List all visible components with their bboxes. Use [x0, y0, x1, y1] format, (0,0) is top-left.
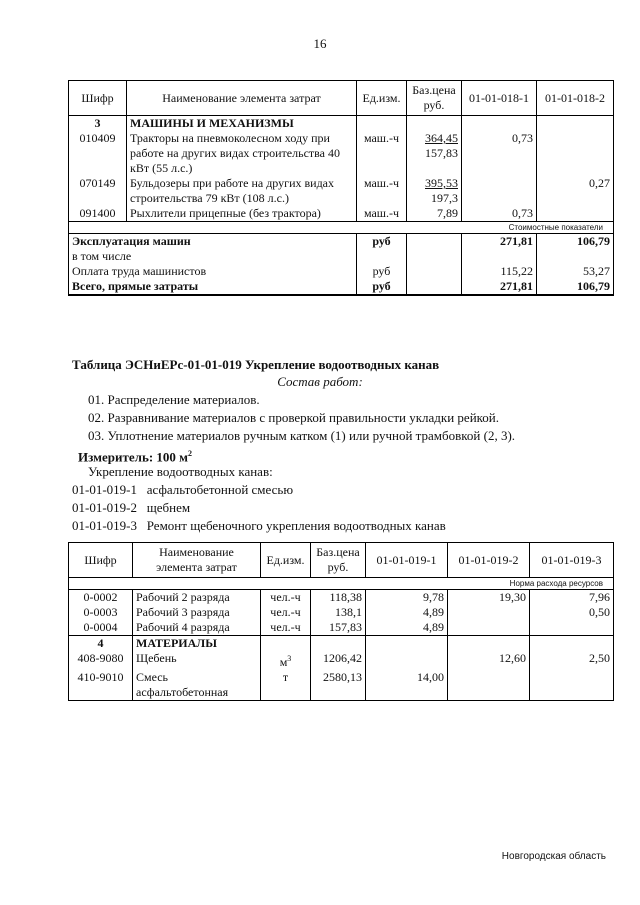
- row-price-bottom: 197,3: [431, 191, 458, 205]
- row-v1: 14,00: [366, 670, 448, 701]
- table-header-row: [69, 543, 614, 578]
- cost-note-row: [69, 222, 614, 234]
- table-row: [69, 605, 614, 620]
- row-v1: 9,78: [366, 590, 448, 606]
- summary-unit: руб: [357, 234, 407, 250]
- summary-name: Оплата труда машинистов: [69, 264, 357, 279]
- footer-region: Новгородская область: [501, 851, 606, 862]
- row-name: Рыхлители прицепные (без трактора): [127, 206, 357, 222]
- row-v3: [530, 620, 614, 636]
- list-item: 01-01-019-1 асфальтобетонной смесью: [72, 482, 294, 497]
- row-v1: [366, 651, 448, 670]
- header-code: Шифр: [69, 81, 127, 116]
- summary-v1: 115,22: [462, 264, 537, 279]
- summary-v2: 106,79: [537, 234, 614, 250]
- row-v3: [530, 670, 614, 701]
- summary-name: Всего, прямые затраты: [69, 279, 357, 295]
- resources-table: [68, 542, 614, 701]
- summary-name: Эксплуатация машин: [69, 234, 357, 250]
- row-v1: [462, 176, 537, 206]
- summary-row: [69, 249, 614, 264]
- row-name: Тракторы на пневмоколесном ходу при работе на других видах строительства 40 кВт (55 л.с.): [127, 131, 357, 176]
- row-v1: 4,89: [366, 620, 448, 636]
- list-item: 01-01-019-3 Ремонт щебеночного укрепления водоотводных канав: [72, 518, 446, 533]
- header-unit: Ед.изм.: [357, 81, 407, 116]
- header-name: Наименование элемента затрат: [133, 543, 261, 578]
- row-unit: т: [261, 670, 311, 701]
- row-price-top: 364,45: [425, 131, 458, 145]
- section-title: МАШИНЫ И МЕХАНИЗМЫ: [127, 116, 357, 132]
- row-price: 138,1: [311, 605, 366, 620]
- row-v2: [537, 131, 614, 176]
- list-item: 01-01-019-2 щебнем: [72, 500, 191, 515]
- summary-row: [69, 279, 614, 295]
- row-price-top: 395,53: [425, 176, 458, 190]
- summary-unit: руб: [357, 279, 407, 295]
- summary-v1: 271,81: [462, 234, 537, 250]
- row-v1: 4,89: [366, 605, 448, 620]
- header-col2: 01-01-019-2: [448, 543, 530, 578]
- section-row: [69, 116, 614, 132]
- machines-table: [68, 80, 614, 296]
- row-unit: чел.-ч: [261, 620, 311, 636]
- row-price: 1206,42: [311, 651, 366, 670]
- row-code: 0-0004: [69, 620, 133, 636]
- norm-note-row: [69, 578, 614, 590]
- row-v2: 19,30: [448, 590, 530, 606]
- row-code: 410-9010: [69, 670, 133, 701]
- header-col1: 01-01-019-1: [366, 543, 448, 578]
- header-code: Шифр: [69, 543, 133, 578]
- table-row: [69, 131, 614, 176]
- intro-text: Укрепление водоотводных канав:: [88, 464, 273, 479]
- meter: Измеритель: 100 $м^2$: [78, 449, 193, 465]
- work-composition-title: Состав работ:: [277, 374, 363, 389]
- row-code: 408-9080: [69, 651, 133, 670]
- row-v1: 0,73: [462, 206, 537, 222]
- row-price: 157,83: [311, 620, 366, 636]
- header-col3: 01-01-019-3: [530, 543, 614, 578]
- header-price: Баз.цена руб.: [311, 543, 366, 578]
- row-v2: [448, 620, 530, 636]
- row-unit: $м^3$: [261, 651, 311, 670]
- header-price: Баз.цена руб.: [407, 81, 462, 116]
- row-code: 070149: [69, 176, 127, 206]
- table-row: [69, 590, 614, 606]
- row-code: 0-0003: [69, 605, 133, 620]
- row-price: 7,89: [407, 206, 462, 222]
- row-v3: 0,50: [530, 605, 614, 620]
- header-col2: 01-01-018-2: [537, 81, 614, 116]
- row-price-bottom: 157,83: [425, 146, 458, 160]
- summary-v1: 271,81: [462, 279, 537, 295]
- row-v2: [537, 206, 614, 222]
- row-name: Рабочий 4 разряда: [133, 620, 261, 636]
- table-row: [69, 620, 614, 636]
- work-step: 01. Распределение материалов.: [88, 392, 260, 407]
- row-unit: маш.-ч: [357, 131, 407, 176]
- header-col1: 01-01-018-1: [462, 81, 537, 116]
- table-header-row: [69, 81, 614, 116]
- header-unit: Ед.изм.: [261, 543, 311, 578]
- row-v2: 0,27: [537, 176, 614, 206]
- summary-v2: 106,79: [537, 279, 614, 295]
- section-code: 4: [69, 636, 133, 652]
- row-v3: 2,50: [530, 651, 614, 670]
- row-code: 091400: [69, 206, 127, 222]
- work-step: 03. Уплотнение материалов ручным катком (1) или ручной трамбовкой (2, 3).: [88, 428, 516, 443]
- table-row: [69, 206, 614, 222]
- table-row: [69, 670, 614, 701]
- summary-v2: 53,27: [537, 264, 614, 279]
- row-name: Рабочий 3 разряда: [133, 605, 261, 620]
- summary-row: [69, 234, 614, 250]
- row-price: 2580,13: [311, 670, 366, 701]
- row-unit: чел.-ч: [261, 605, 311, 620]
- row-v1: 0,73: [462, 131, 537, 176]
- row-unit: маш.-ч: [357, 176, 407, 206]
- summary-name: в том числе: [69, 249, 357, 264]
- table-row: [69, 651, 614, 670]
- row-code: 010409: [69, 131, 127, 176]
- section-title: МАТЕРИАЛЫ: [133, 636, 261, 652]
- summary-row: [69, 264, 614, 279]
- row-unit: маш.-ч: [357, 206, 407, 222]
- row-unit: чел.-ч: [261, 590, 311, 606]
- row-name: Рабочий 2 разряда: [133, 590, 261, 606]
- row-v2: [448, 605, 530, 620]
- row-v2: 12,60: [448, 651, 530, 670]
- row-name: Смесь асфальтобетонная: [133, 670, 261, 701]
- table-row: [69, 176, 614, 206]
- cost-note: Стоимостные показатели: [69, 222, 614, 234]
- row-code: 0-0002: [69, 590, 133, 606]
- row-name: Щебень: [133, 651, 261, 670]
- header-name: Наименование элемента затрат: [127, 81, 357, 116]
- row-name: Бульдозеры при работе на других видах строительства 79 кВт (108 л.с.): [127, 176, 357, 206]
- table-title: Таблица ЭСНиЕРс-01-01-019 Укрепление водоотводных канав: [72, 357, 440, 372]
- summary-unit: руб: [357, 264, 407, 279]
- section-row: [69, 636, 614, 652]
- row-price: 118,38: [311, 590, 366, 606]
- work-step: 02. Разравнивание материалов с проверкой правильности укладки рейкой.: [88, 410, 500, 425]
- section-code: 3: [69, 116, 127, 132]
- norm-note: Норма расхода ресурсов: [69, 578, 614, 590]
- row-v3: 7,96: [530, 590, 614, 606]
- page-number: 16: [313, 36, 327, 51]
- row-v2: [448, 670, 530, 701]
